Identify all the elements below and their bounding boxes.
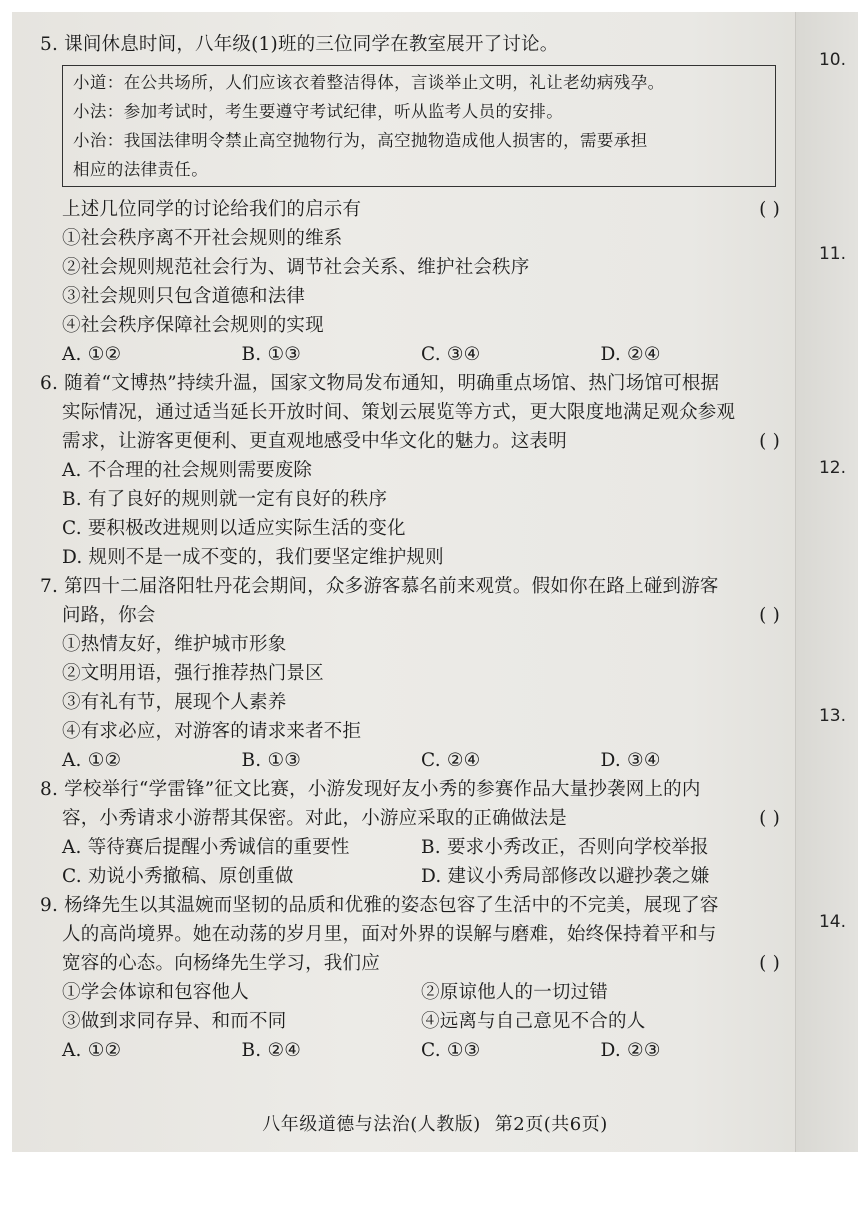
question-9 bbox=[40, 891, 780, 1065]
statement-item: ②原谅他人的一切过错 bbox=[421, 982, 609, 1003]
question-prompt bbox=[40, 195, 780, 224]
question-prompt bbox=[40, 949, 780, 978]
question-8 bbox=[40, 775, 780, 891]
question-stem: 实际情况，通过适当延长开放时间、策划云展览等方式，更大限度地满足观众参观 bbox=[62, 402, 736, 423]
footer-page-number: 第2页(共6页) bbox=[494, 1114, 608, 1135]
margin-number: 11. bbox=[818, 244, 846, 264]
options-row bbox=[40, 340, 780, 369]
option: D. 规则不是一成不变的，我们要坚定维护规则 bbox=[62, 547, 444, 568]
options-row bbox=[40, 833, 780, 862]
prompt-text: 上述几位同学的讨论给我们的启示有 bbox=[62, 199, 362, 220]
statement-item: ④社会秩序保障社会规则的实现 bbox=[62, 315, 324, 336]
margin-number: 12. bbox=[818, 458, 846, 478]
margin-number: 13. bbox=[818, 706, 846, 726]
question-stem: 9. 杨绛先生以其温婉而坚韧的品质和优雅的姿态包容了生活中的不完美，展现了容 bbox=[40, 895, 719, 916]
dialog-box bbox=[62, 65, 776, 187]
statement-item: ③做到求同存异、和而不同 bbox=[62, 1011, 287, 1032]
answer-paren: ( ) bbox=[759, 605, 780, 626]
option: C. 劝说小秀撤稿、原创重做 bbox=[62, 866, 294, 887]
option: D. 建议小秀局部修改以避抄袭之嫌 bbox=[421, 866, 710, 887]
options-row bbox=[40, 1036, 780, 1065]
statement-item: ④有求必应，对游客的请求来者不拒 bbox=[62, 721, 362, 742]
option: B. ①③ bbox=[241, 344, 302, 365]
option: C. 要积极改进规则以适应实际生活的变化 bbox=[62, 518, 406, 539]
prompt-text: 容，小秀请求小游帮其保密。对此，小游应采取的正确做法是 bbox=[62, 808, 567, 829]
question-prompt bbox=[40, 601, 780, 630]
option: D. ③④ bbox=[600, 750, 661, 771]
dialog-line: 小治：我国法律明令禁止高空抛物行为，高空抛物造成他人损害的，需要承担 bbox=[73, 131, 648, 150]
question-6 bbox=[40, 369, 780, 572]
statement-row bbox=[40, 1007, 780, 1036]
option: D. ②③ bbox=[600, 1040, 661, 1061]
option: A. ①② bbox=[62, 1040, 122, 1061]
option: B. ②④ bbox=[241, 1040, 302, 1061]
prompt-text: 宽容的心态。向杨绛先生学习，我们应 bbox=[62, 953, 380, 974]
question-stem: 6. 随着“文博热”持续升温，国家文物局发布通知，明确重点场馆、热门场馆可根据 bbox=[40, 373, 720, 394]
option: B. ①③ bbox=[241, 750, 302, 771]
answer-paren: ( ) bbox=[759, 808, 780, 829]
footer-subject: 八年级道德与法治(人教版) bbox=[262, 1114, 481, 1135]
questions bbox=[40, 30, 780, 1065]
option: B. 要求小秀改正，否则向学校举报 bbox=[421, 837, 709, 858]
option: C. ①③ bbox=[421, 1040, 481, 1061]
option: C. ②④ bbox=[421, 750, 481, 771]
option: C. ③④ bbox=[421, 344, 481, 365]
statement-item: ③社会规则只包含道德和法律 bbox=[62, 286, 306, 307]
options-row bbox=[40, 746, 780, 775]
question-stem: 7. 第四十二届洛阳牡丹花会期间，众多游客慕名前来观赏。假如你在路上碰到游客 bbox=[40, 576, 719, 597]
options-row bbox=[40, 862, 780, 891]
exam-page bbox=[12, 12, 858, 1152]
dialog-line: 小法：参加考试时，考生要遵守考试纪律，听从监考人员的安排。 bbox=[73, 102, 564, 121]
prompt-text: 需求，让游客更便利、更直观地感受中华文化的魅力。这表明 bbox=[62, 431, 567, 452]
margin-number: 14. bbox=[818, 912, 846, 932]
option: A. ①② bbox=[62, 344, 122, 365]
option: B. 有了良好的规则就一定有良好的秩序 bbox=[62, 489, 388, 510]
statement-item: ④远离与自己意见不合的人 bbox=[421, 1011, 646, 1032]
page-footer bbox=[12, 1110, 858, 1136]
question-stem: 8. 学校举行“学雷锋”征文比赛，小游发现好友小秀的参赛作品大量抄袭网上的内 bbox=[40, 779, 701, 800]
statement-item: ②文明用语，强行推荐热门景区 bbox=[62, 663, 324, 684]
answer-paren: ( ) bbox=[759, 199, 780, 220]
statement-item: ①学会体谅和包容他人 bbox=[62, 982, 250, 1003]
question-7 bbox=[40, 572, 780, 775]
statement-row bbox=[40, 978, 780, 1007]
question-prompt bbox=[40, 427, 780, 456]
statement-item: ③有礼有节，展现个人素养 bbox=[62, 692, 287, 713]
statement-item: ①社会秩序离不开社会规则的维系 bbox=[62, 228, 343, 249]
dialog-line: 小道：在公共场所，人们应该衣着整洁得体，言谈举止文明，礼让老幼病残孕。 bbox=[73, 73, 665, 92]
dialog-line: 相应的法律责任。 bbox=[73, 160, 209, 179]
prompt-text: 问路，你会 bbox=[62, 605, 156, 626]
answer-paren: ( ) bbox=[759, 953, 780, 974]
question-stem: 人的高尚境界。她在动荡的岁月里，面对外界的误解与磨难，始终保持着平和与 bbox=[62, 924, 717, 945]
margin-number: 10. bbox=[818, 50, 846, 70]
statement-item: ①热情友好，维护城市形象 bbox=[62, 634, 287, 655]
next-page-strip bbox=[795, 12, 858, 1152]
statement-item: ②社会规则规范社会行为、调节社会关系、维护社会秩序 bbox=[62, 257, 530, 278]
question-5 bbox=[40, 30, 780, 369]
option: D. ②④ bbox=[600, 344, 661, 365]
option: A. ①② bbox=[62, 750, 122, 771]
option: A. 等待赛后提醒小秀诚信的重要性 bbox=[62, 837, 350, 858]
option: A. 不合理的社会规则需要废除 bbox=[62, 460, 313, 481]
question-stem: 5. 课间休息时间，八年级(1)班的三位同学在教室展开了讨论。 bbox=[40, 34, 559, 55]
question-prompt bbox=[40, 804, 780, 833]
answer-paren: ( ) bbox=[759, 431, 780, 452]
